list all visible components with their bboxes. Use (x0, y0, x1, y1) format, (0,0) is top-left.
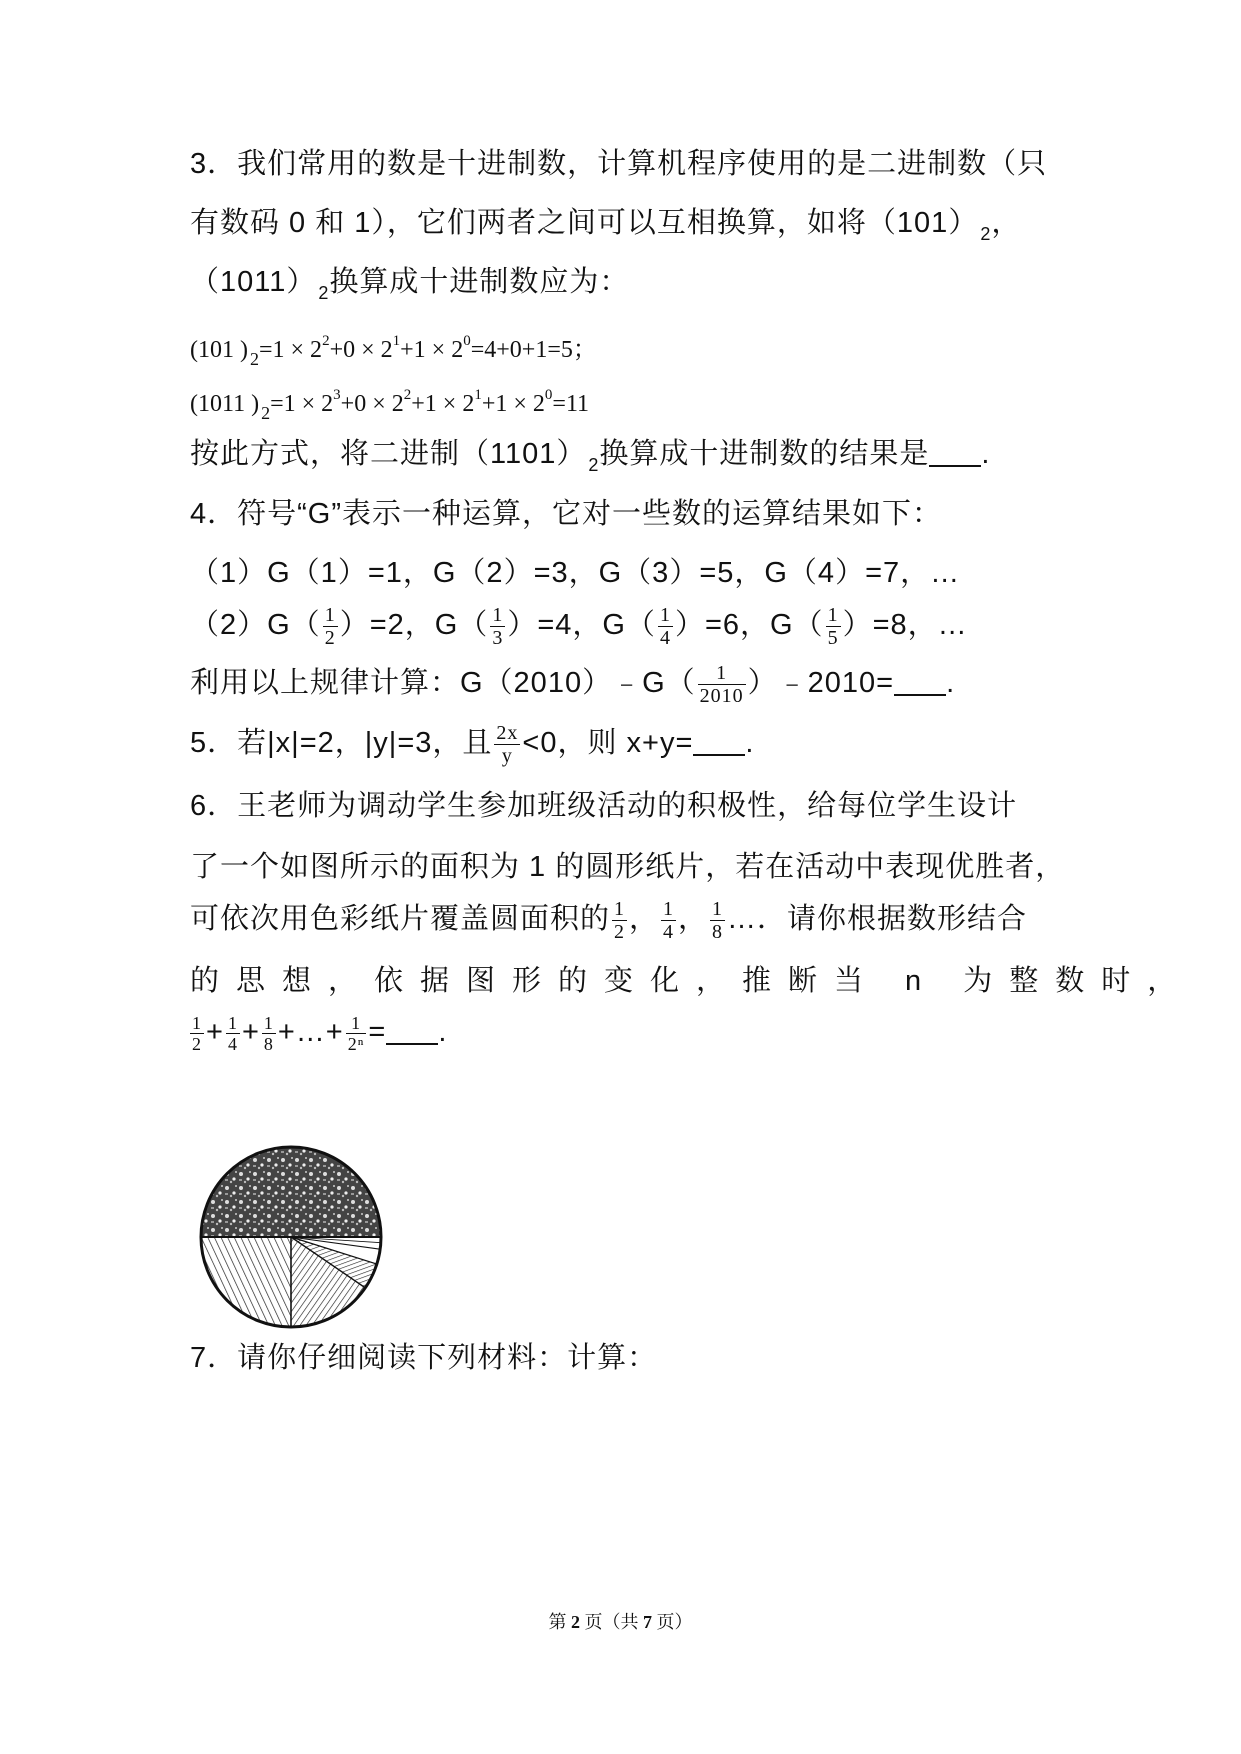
fraction: $\frac{1}{2}$ (324, 604, 336, 649)
fraction: $\frac{1}{2}$ (192, 1012, 202, 1054)
quarter-region (196, 1237, 291, 1332)
q6-line2: 了一个如图所示的面积为 1 的圆形纸片，若在活动中表现优胜者， (190, 851, 1066, 883)
answer-blank[interactable] (894, 664, 946, 696)
answer-blank[interactable] (693, 724, 745, 756)
fraction: $\frac{1}{5}$ (827, 604, 839, 649)
fraction: $\frac{1}{2010}$ (699, 662, 744, 707)
q3-calc-101: (101 ) $_2=1 \times 2^2+0 \times 2^1+1 \times 2^0=4+0+1=5$； (190, 333, 597, 369)
q4-line2: （1）G（1）=1，G（2）=3，G（3）=5，G（4）=7，… (190, 557, 961, 589)
q5-line: 5．若|x|=2，|y|=3，且 $\frac{2x}{y}$ <0，则 x+y= . (190, 722, 755, 767)
q3-line6: 按此方式，将二进制（1101） $_2$换算成十进制数的结果是 . (190, 434, 990, 485)
q3-calc-1011: (1011 ) $_2=1 \times 2^3+0 \times 2^2+1 \times 2^1+1 \times 2^0=11$ (190, 387, 590, 423)
q3-line3: （1011） $_2$换算成十进制数应为： (190, 266, 630, 303)
q6-line4: 的思想，依据图形的变化，推断当 n 为整数时， (190, 965, 1194, 997)
page-footer: 第 2 页（共 7 页） (548, 1612, 693, 1632)
fraction: $\frac{1}{4}$ (659, 604, 671, 649)
answer-blank[interactable] (386, 1013, 438, 1045)
q6-line5: $\frac{1}{2}$ + $\frac{1}{4}$ + $\frac{1}{8}$ +…+ $\frac{1}{\text{2ⁿ}}$ = . (192, 1012, 448, 1054)
fraction: $\frac{1}{8}$ (712, 898, 724, 943)
fraction: $\frac{1}{4}$ (227, 1012, 238, 1054)
fraction: $\frac{1}{4}$ (663, 898, 675, 943)
half-shaded-region (196, 1142, 386, 1237)
circle-paper-figure (196, 1142, 386, 1332)
q3-line2: 有数码 0 和 1），它们两者之间可以互相换算，如将（101） $_2$， (190, 207, 1022, 244)
q6-line1: 6．王老师为调动学生参加班级活动的积极性，给每位学生设计 (190, 790, 1018, 822)
answer-blank[interactable] (929, 435, 981, 467)
q4-line1: 4．符号“G”表示一种运算，它对一些数的运算结果如下： (190, 498, 943, 530)
fraction: $\frac{1}{2}$ (614, 898, 626, 943)
q3-line1: 3．我们常用的数是十进制数，计算机程序使用的是二进制数（只 (190, 148, 1048, 180)
q4-line3: （2）G（ $\frac{1}{2}$ ）=2，G（ $\frac{1}{3}$ ）=4，G（ $\frac{1}{4}$ ）=6，G（ $\frac{1}{5}$ ）=8，… (190, 604, 968, 649)
q6-line3: 可依次用色彩纸片覆盖圆面积的 $\frac{1}{2}$ ， $\frac{1}{4}$ ， $\frac{1}{8}$ …．请你根据数形结合 (190, 898, 1028, 943)
q7-line1: 7．请你仔细阅读下列材料：计算： (190, 1342, 658, 1374)
fraction: $\frac{2x}{y}$ (496, 722, 519, 767)
q4-line4: 利用以上规律计算：G（2010）﹣G（ $\frac{1}{2010}$ ）﹣2010= . (190, 662, 956, 707)
fraction: $\frac{1}{8}$ (263, 1012, 274, 1054)
fraction: $\frac{1}{3}$ (492, 604, 504, 649)
fraction: $\frac{1}{\text{2ⁿ}}$ (347, 1012, 365, 1054)
